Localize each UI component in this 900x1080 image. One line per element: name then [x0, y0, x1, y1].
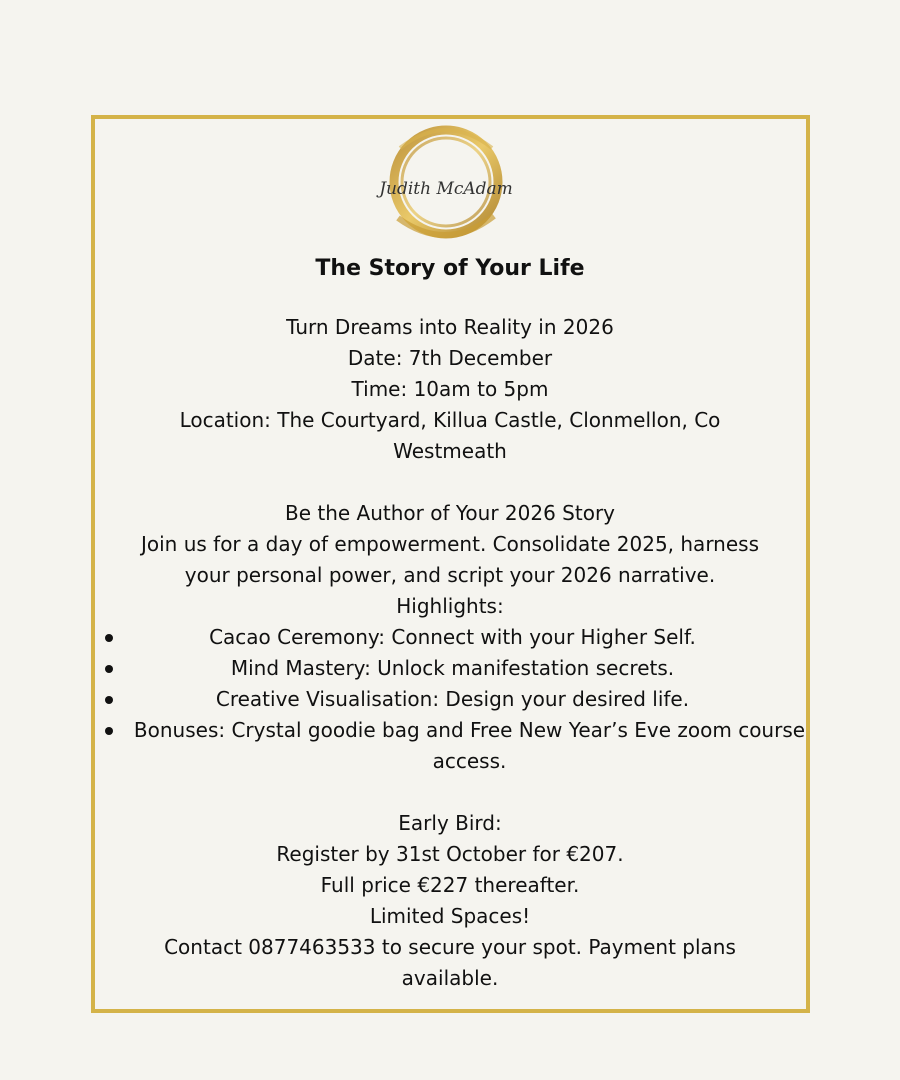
- highlights-label: Highlights:: [396, 594, 504, 618]
- intro-line1: Join us for a day of empowerment. Consolidate 2025, harness: [140, 532, 760, 556]
- event-location-line1: Location: The Courtyard, Killua Castle, Clonmellon, Co: [179, 408, 721, 432]
- highlight-text: Creative Visualisation: Design your desired life.: [215, 687, 690, 711]
- highlights-list: [95, 622, 810, 777]
- event-location-line2: Westmeath: [393, 439, 507, 463]
- event-date: Date: 7th December: [347, 346, 553, 370]
- bullet-icon: [105, 696, 113, 704]
- page-title: The Story of Your Life: [315, 256, 585, 281]
- intro-section: [95, 498, 805, 622]
- highlight-text: Cacao Ceremony: Connect with your Higher Self.: [209, 625, 696, 649]
- gold-circle-logo-icon: [360, 118, 530, 248]
- logo-signature-text: Judith McAdam: [379, 179, 513, 199]
- bullet-icon: [105, 727, 113, 735]
- highlight-text: Mind Mastery: Unlock manifestation secrets.: [230, 656, 675, 680]
- list-item: [95, 622, 810, 653]
- early-bird-label: Early Bird:: [398, 811, 502, 835]
- list-item: [95, 715, 810, 777]
- event-details: [95, 312, 805, 467]
- list-item: [95, 653, 810, 684]
- full-price: Full price €227 thereafter.: [320, 873, 580, 897]
- brand-logo: [360, 118, 530, 248]
- intro-heading: Be the Author of Your 2026 Story: [284, 501, 616, 525]
- highlight-text: Bonuses: Crystal goodie bag and Free New Year’s Eve zoom course access.: [133, 718, 806, 773]
- contact-line1: Contact 0877463533 to secure your spot. Payment plans: [164, 935, 736, 959]
- early-bird-price: Register by 31st October for €207.: [276, 842, 624, 866]
- bullet-icon: [105, 665, 113, 673]
- tagline: Turn Dreams into Reality in 2026: [286, 315, 614, 339]
- list-item: [95, 684, 810, 715]
- contact-line2: available.: [401, 966, 499, 990]
- pricing-section: [95, 808, 805, 994]
- event-time: Time: 10am to 5pm: [351, 377, 549, 401]
- limited-spaces: Limited Spaces!: [369, 904, 531, 928]
- intro-line2: your personal power, and script your 2026 narrative.: [184, 563, 716, 587]
- bullet-icon: [105, 634, 113, 642]
